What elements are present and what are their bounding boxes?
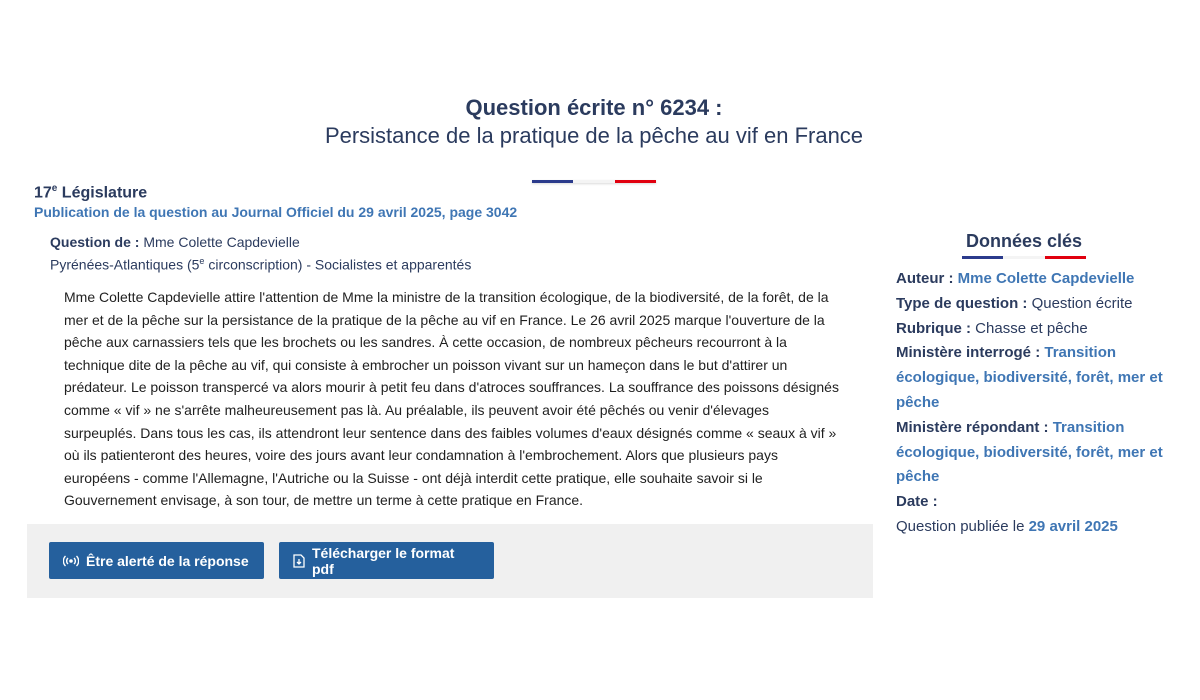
- key-rubric-row: [896, 317, 1166, 342]
- constituency-prefix: Pyrénées-Atlantiques (5: [50, 256, 200, 273]
- key-type-row: [896, 292, 1166, 317]
- key-ministry-answering-label: Ministère répondant :: [896, 418, 1049, 436]
- file-download-icon: [293, 554, 305, 568]
- key-rubric-value: Chasse et pêche: [975, 319, 1088, 337]
- constituency-line: [50, 256, 471, 273]
- constituency-sup: e: [199, 256, 205, 266]
- key-ministry-answering-row: [896, 416, 1166, 490]
- legislature-text: Législature: [57, 184, 148, 202]
- download-pdf-label: Télécharger le format pdf: [312, 544, 455, 577]
- question-author-label: Question de :: [50, 234, 140, 250]
- key-date-value: 29 avril 2025: [1028, 517, 1118, 535]
- key-type-label: Type de question :: [896, 294, 1028, 312]
- question-author-line: [50, 234, 300, 250]
- alert-button[interactable]: [49, 542, 264, 579]
- tricolor-divider: [532, 180, 656, 183]
- broadcast-icon: [63, 555, 79, 567]
- key-data-underline: [962, 256, 1086, 259]
- publication-info: Publication de la question au Journal Officiel du 29 avril 2025, page 3042: [34, 204, 518, 220]
- underline-red: [1045, 256, 1086, 259]
- key-ministry-asked-link[interactable]: Transition écologique, biodiversité, forêt, mer et pêche: [896, 344, 1163, 411]
- key-ministry-asked-row: [896, 341, 1166, 415]
- download-pdf-button[interactable]: [279, 542, 494, 579]
- underline-white: [1003, 256, 1044, 259]
- constituency-suffix: circonscription) - Socialistes et apparentés: [204, 256, 472, 273]
- action-bar: [27, 524, 873, 598]
- legislature-label: [34, 183, 147, 202]
- alert-button-label: Être alerté de la réponse: [86, 552, 249, 569]
- question-header: [0, 94, 1188, 150]
- key-ministry-answering-link[interactable]: Transition écologique, biodiversité, forêt, mer et pêche: [896, 418, 1163, 486]
- key-date-label: Date :: [896, 493, 938, 511]
- key-data-title: Données clés: [965, 231, 1083, 251]
- key-ministry-asked-label: Ministère interrogé :: [896, 344, 1041, 362]
- legislature-sup: e: [51, 183, 58, 194]
- page-subtitle: Persistance de la pratique de la pêche au vif en France: [324, 123, 864, 148]
- divider-white: [573, 180, 614, 183]
- key-type-value: Question écrite: [1031, 294, 1133, 312]
- key-data-panel: [896, 267, 1166, 540]
- question-author-name: Mme Colette Capdevielle: [139, 234, 300, 250]
- key-rubric-label: Rubrique :: [896, 319, 971, 337]
- question-body: Mme Colette Capdevielle attire l'attention de Mme la ministre de la transition écologique, de la biodiversité, de la forêt, de la mer et de la pêche sur la persistance de la pratique de la pêche au vif en France. Le 26 avril 2025 marque l'ouverture de la pêche aux carnassiers tels que les brochets ou les sandres. À cette occasion, de nombreux pêcheurs recourront à la technique dite de la pêche au vif, qui consiste à embrocher un poisson vivant sur un hameçon dans le but d'attirer un prédateur. Le poisson transpercé va alors mourir à petit feu dans d'atroces souffrances. La souffrance des poissons désignés comme « vif » ne s'arrête malheureusement pas là. Au préalable, ils peuvent avoir été pêchés ou venir d'élevages surpeuplés. Dans tous les cas, ils attendront leur sentence dans des faibles volumes d'eaux désignés comme « seaux à vif » où ils patienteront des heures, voire des jours avant leur condamnation à l'embrochement. Alors que plusieurs pays européens - comme l'Allemagne, l'Autriche ou la Suisse - ont déjà interdit cette pratique, elle souhaite savoir si le Gouvernement envisage, à son tour, de mettre un terme à cette pratique en France.: [64, 289, 839, 509]
- underline-blue: [962, 256, 1003, 259]
- key-date-row: [896, 515, 1166, 540]
- key-date-prefix: Question publiée le: [896, 517, 1029, 535]
- divider-blue: [532, 180, 573, 183]
- key-author-label: Auteur :: [896, 270, 954, 287]
- key-date-label-row: [896, 490, 1166, 515]
- divider-red: [615, 180, 656, 183]
- page-title: Question écrite n° 6234 :: [465, 95, 723, 120]
- key-author-row: [896, 267, 1166, 292]
- key-author-link[interactable]: Mme Colette Capdevielle: [957, 270, 1135, 287]
- legislature-number: 17: [34, 184, 52, 202]
